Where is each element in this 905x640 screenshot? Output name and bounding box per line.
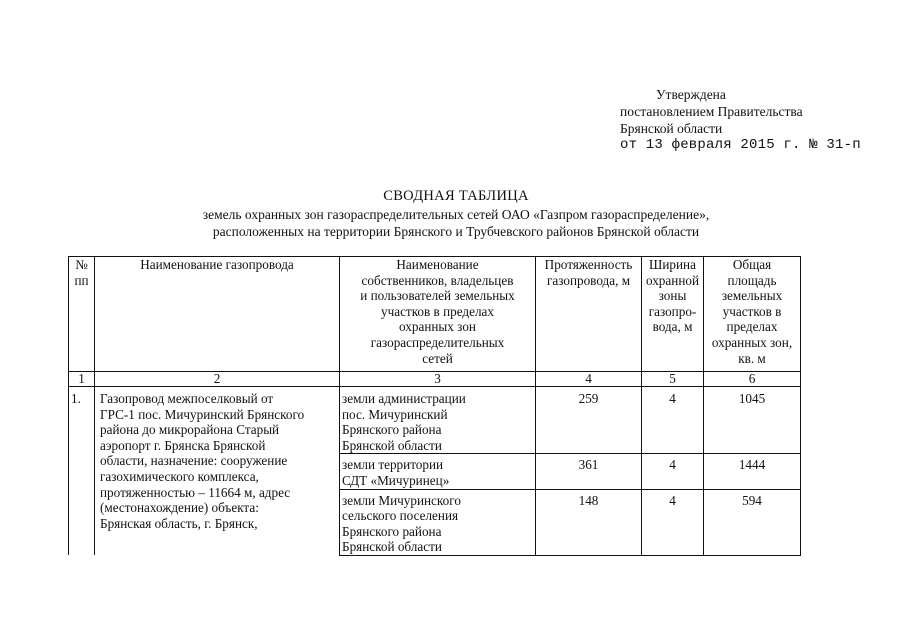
length-cell: 361 bbox=[536, 454, 642, 489]
document-header bbox=[90, 188, 822, 241]
approval-date-number: от 13 февраля 2015 г. № 31-п bbox=[620, 137, 861, 153]
column-number: 6 bbox=[704, 372, 801, 387]
summary-table bbox=[68, 256, 801, 556]
owner-cell: земли Мичуринского сельского поселения Брянского района Брянской области bbox=[340, 489, 536, 555]
document-subtitle-line-1: земель охранных зон газораспределительных сетей ОАО «Газпром газораспределение», bbox=[202, 206, 710, 222]
pipeline-description: Газопровод межпоселковый от ГРС-1 пос. Мичуринский Брянского района до микрорайона Старый аэропорт г. Брянска Брянской области, назначение: сооружение газохимического комплекса, протяженностью – 11664 м, адрес (местонахождение) объекта: Брянская область, г. Брянск, bbox=[95, 387, 340, 556]
approval-block bbox=[620, 86, 861, 154]
table-header-row bbox=[69, 257, 801, 372]
column-number: 2 bbox=[95, 372, 340, 387]
width-cell: 4 bbox=[642, 454, 704, 489]
row-number: 1. bbox=[69, 387, 95, 556]
column-number: 1 bbox=[69, 372, 95, 387]
width-cell: 4 bbox=[642, 489, 704, 555]
document-subtitle-line-2: расположенных на территории Брянского и Трубчевского районов Брянской области bbox=[212, 224, 700, 239]
header-total-area: Общая площадь земельных участков в пределах охранных зон, кв. м bbox=[704, 257, 801, 372]
header-length: Протяженность газопровода, м bbox=[536, 257, 642, 372]
length-cell: 259 bbox=[536, 387, 642, 454]
column-number: 3 bbox=[340, 372, 536, 387]
area-cell: 594 bbox=[704, 489, 801, 555]
table-row bbox=[69, 387, 801, 454]
approval-region: Брянской области bbox=[620, 121, 723, 136]
area-cell: 1444 bbox=[704, 454, 801, 489]
area-cell: 1045 bbox=[704, 387, 801, 454]
header-owners: Наименование собственников, владельцев и пользователей земельных участков в пределах охранных зон газораспределительных сетей bbox=[340, 257, 536, 372]
length-cell: 148 bbox=[536, 489, 642, 555]
approval-decree: постановлением Правительства bbox=[620, 104, 803, 119]
approval-status: Утверждена bbox=[656, 87, 726, 102]
column-number-row bbox=[69, 372, 801, 387]
owner-cell: земли территории СДТ «Мичуринец» bbox=[340, 454, 536, 489]
header-pipeline-name: Наименование газопровода bbox=[95, 257, 340, 372]
document-title: СВОДНАЯ ТАБЛИЦА bbox=[383, 188, 529, 204]
width-cell: 4 bbox=[642, 387, 704, 454]
column-number: 5 bbox=[642, 372, 704, 387]
owner-cell: земли администрации пос. Мичуринский Брянского района Брянской области bbox=[340, 387, 536, 454]
header-number: № пп bbox=[69, 257, 95, 372]
header-zone-width: Ширина охранной зоны газопро- вода, м bbox=[642, 257, 704, 372]
column-number: 4 bbox=[536, 372, 642, 387]
